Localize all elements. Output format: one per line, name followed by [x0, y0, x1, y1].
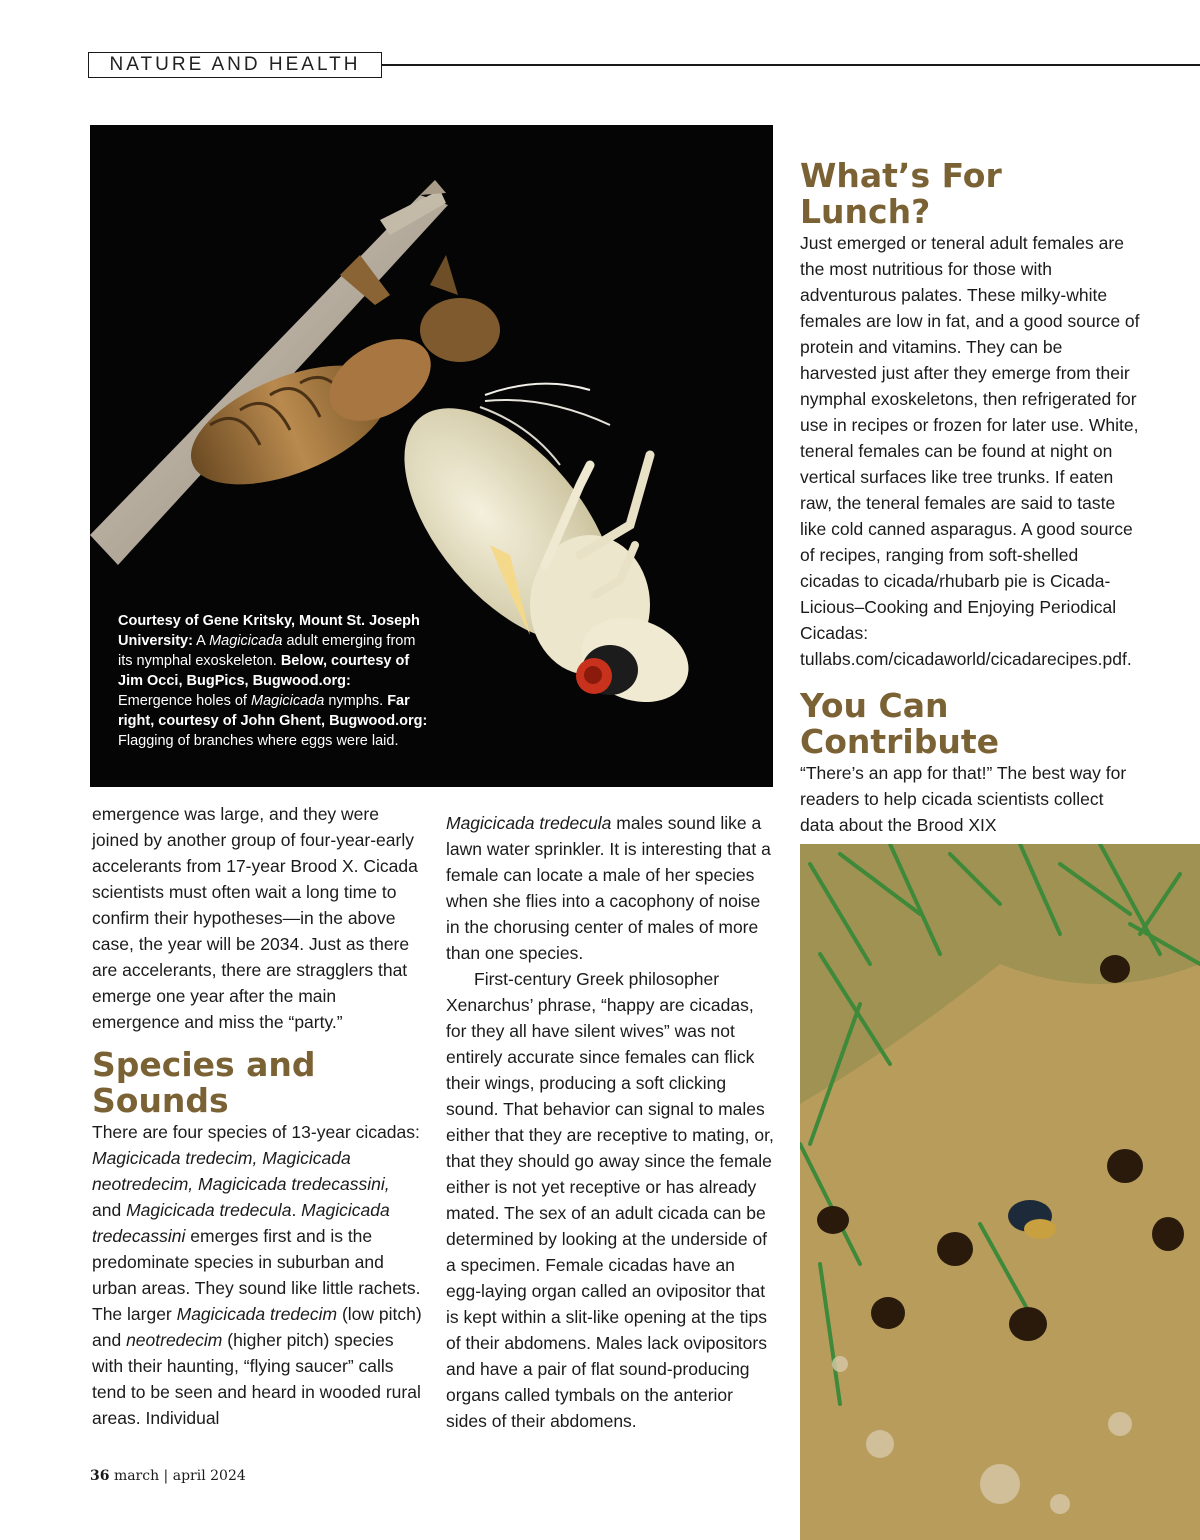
- page-footer: [90, 1468, 246, 1484]
- middle-paragraph-2: First-century Greek philosopher Xenarchus’ phrase, “happy are cicadas, for they all have silent wives” was not entirely accurate since females can flick their wings, producing a soft clicking sound. That behavior can signal to males either that they are receptive to mating, or, that they should go away since the female either is not yet receptive or has already mated. The sex of an adult cicada can be determined by looking at the underside of a specimen. Female cicadas have an egg-laying organ called an ovipositor that is kept within a slit-like opening at the tips of their abdomens. Males lack ovipositors and have a pair of flat sound-producing organs called tymbals on the anterior sides of their abdomens.: [446, 969, 774, 1431]
- contribute-heading: You Can Contribute: [800, 686, 1000, 761]
- species-heading: Species and Sounds: [92, 1045, 316, 1120]
- left-column: [92, 801, 422, 1431]
- cicada-emergence-photo: [90, 125, 773, 787]
- middle-column: [446, 810, 774, 1434]
- contribute-paragraph: “There’s an app for that!” The best way for readers to help cicada scientists collect data about the Brood XIX: [800, 763, 1127, 835]
- left-intro-paragraph: emergence was large, and they were joined by another group of four-year-early accelerants from 17-year Brood X. Cicada scientists must often wait a long time to confirm their hypotheses—in the above case, the year will be 2034. Just as there are accelerants, there are stragglers that emerge one year after the main emergence and miss the “party.”: [92, 804, 418, 1032]
- emergence-holes-photo: [800, 844, 1200, 1540]
- species-paragraph: There are four species of 13-year cicadas: Magicicada tredecim, Magicicada neotredecim, Magicicada tredecassini, and Magicicada tredecula. Magicicada tredecassini emerges first and is the predominate species in suburban and urban areas. They sound like little rachets. The larger Magicicada tredecim (low pitch) and neotredecim (higher pitch) species with their haunting, “flying saucer” calls tend to be seen and heard in wooded rural areas. Individual: [92, 1122, 422, 1428]
- lunch-paragraph: Just emerged or teneral adult females are the most nutritious for those with adventurous palates. These milky-white females are low in fat, and a good source of protein and vitamins. They can be harvested just after they emerge from their nymphal exoskeletons, then refrigerated for use in recipes or frozen for later use. White, teneral females can be found at night on vertical surfaces like tree trunks. If eaten raw, the teneral females are said to taste like cold canned asparagus. A good source of recipes, ranging from soft-shelled cicadas to cicada/rhubarb pie is Cicada-Licious–Cooking and Enjoying Periodical Cicadas: tullabs.com/cicadaworld/cicadarecipes.pdf.: [800, 233, 1140, 669]
- page-number: 36: [90, 1468, 110, 1484]
- section-label: NATURE AND HEALTH: [88, 52, 382, 78]
- header-rule: [382, 64, 1200, 66]
- holes-illustration: [800, 844, 1200, 1540]
- issue-date: march | april 2024: [113, 1468, 246, 1484]
- middle-paragraph-1: Magicicada tredecula males sound like a lawn water sprinkler. It is interesting that a female can locate a male of her species when she flies into a cacophony of noise in the chorusing center of males of more than one species.: [446, 813, 771, 963]
- lunch-heading: What’s For Lunch?: [800, 156, 1002, 231]
- photo-caption: Courtesy of Gene Kritsky, Mount St. Joseph University: A Magicicada adult emerging from its nymphal exoskeleton. Below, courtesy of Jim Occi, BugPics, Bugwood.org: Emergence holes of Magicicada nymphs. Far right, courtesy of John Ghent, Bugwood.org: Flagging of branches where eggs were laid.: [118, 613, 428, 749]
- right-column: [800, 158, 1140, 838]
